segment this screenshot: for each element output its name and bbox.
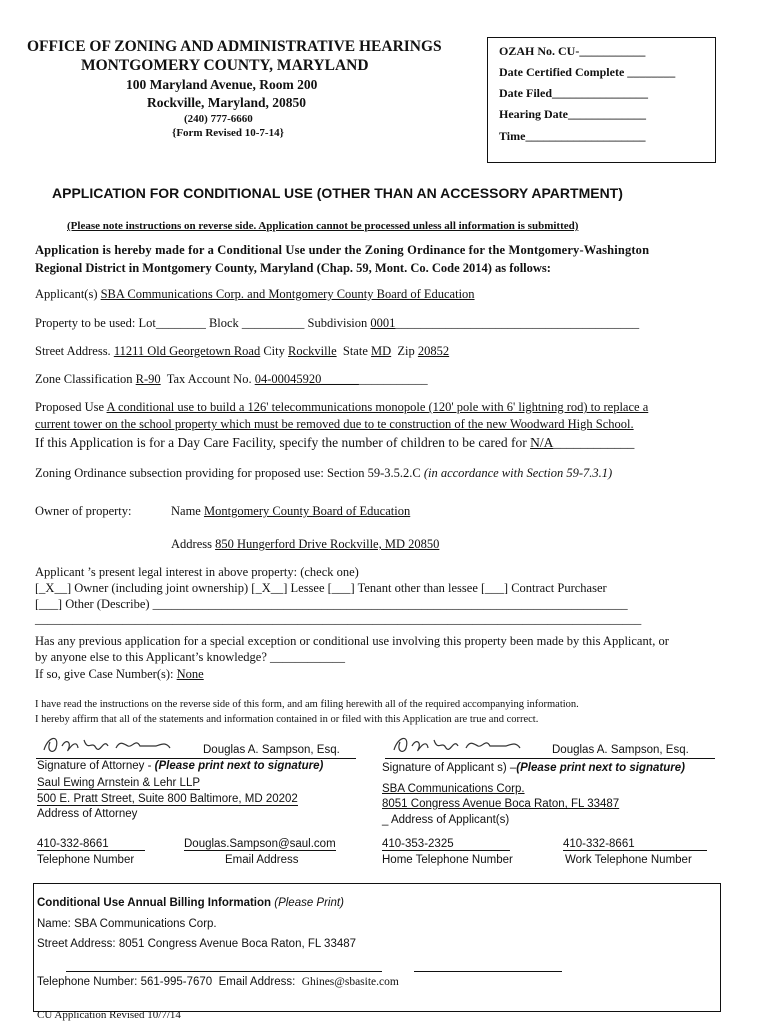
proposed-line-2[interactable]: current tower on the school property which must be removed due to te construction of the new Woodward High School.	[35, 417, 634, 431]
zone-row	[35, 372, 428, 387]
daycare-label: If this Application is for a Day Care Facility, specify the number of children to be cared for	[35, 435, 527, 450]
billing-title-note: (Please Print)	[274, 897, 344, 909]
attorney-signature-note: (Please print next to signature)	[154, 760, 324, 772]
applicant-home-phone-label: Home Telephone Number	[382, 854, 513, 866]
tax-label: Tax Account No.	[166, 372, 252, 386]
zone-value[interactable]: R-90	[135, 372, 161, 386]
billing-street-label: Street Address:	[37, 938, 116, 950]
daycare-trail: ____________	[553, 435, 635, 450]
applicants-row	[35, 287, 475, 302]
case-label: If so, give Case Number(s):	[35, 667, 174, 681]
affirm-line-1: I have read the instructions on the reverse side of this form, and am filing herewith all of the required accompanying information.	[35, 699, 579, 710]
applicant-work-phone-label: Work Telephone Number	[565, 854, 692, 866]
applicant-signature-note: (Please print next to signature)	[516, 762, 685, 774]
owner-name-value[interactable]: Montgomery County Board of Education	[203, 504, 411, 518]
applicant-name[interactable]: Douglas A. Sampson, Esq.	[552, 744, 689, 756]
billing-email-label: Email Address:	[218, 976, 296, 988]
zip-value[interactable]: 20852	[417, 344, 450, 358]
billing-title-row	[37, 897, 344, 909]
previous-application-line-2[interactable]: by anyone else to this Applicant’s knowledge? ____________	[35, 650, 346, 664]
attorney-name[interactable]: Douglas A. Sampson, Esq.	[203, 744, 340, 756]
attorney-phone[interactable]: 410-332-8661	[37, 838, 145, 851]
zoning-subsection-row	[35, 466, 612, 481]
billing-street-row	[37, 938, 356, 950]
billing-email-value[interactable]: Ghines@sbasite.com	[301, 976, 399, 988]
owner-label: Owner of property:	[35, 504, 132, 518]
interest-options-line-2[interactable]: [___] Other (Describe) ____________________________________________________________________________	[35, 597, 628, 611]
county-title: MONTGOMERY COUNTY, MARYLAND	[81, 57, 369, 74]
zoning-subsection-note: (in accordance with Section 59-7.3.1)	[423, 466, 613, 480]
billing-name-label: Name:	[37, 918, 71, 930]
owner-name-row	[171, 504, 410, 519]
office-phone: (240) 777-6660	[184, 113, 253, 125]
subdivision-value[interactable]: 0001	[370, 316, 396, 330]
subdivision-trail: _______________________________________	[395, 316, 640, 330]
footer-revised: CU Application Revised 10/7/14	[37, 1009, 181, 1021]
owner-address-row	[171, 537, 439, 552]
zoning-subsection[interactable]: Zoning Ordinance subsection providing for proposed use: Section 59-3.5.2.C	[35, 466, 421, 480]
applicant-signature-label-row	[382, 762, 685, 774]
affirm-line-2: I hereby affirm that all of the statements and information contained in or filed with this Application are true and correct.	[35, 714, 539, 725]
attorney-signature-label: Signature of Attorney -	[37, 760, 155, 772]
tax-value[interactable]: 04-00045920______	[254, 372, 359, 386]
owner-address-label: Address	[171, 537, 212, 551]
intro-line-1: Application is hereby made for a Conditional Use under the Zoning Ordinance for the Montgomery-Washington	[35, 243, 650, 257]
proposed-label: Proposed Use	[35, 400, 105, 414]
hearing-date-field[interactable]: Hearing Date_____________	[499, 107, 646, 121]
attorney-address[interactable]: 500 E. Pratt Street, Suite 800 Baltimore, MD 20202	[37, 793, 298, 805]
attorney-email-label: Email Address	[225, 854, 299, 866]
zone-label: Zone Classification	[35, 372, 133, 386]
city-value[interactable]: Rockville	[288, 344, 337, 358]
property-lot-block[interactable]: Property to be used: Lot________ Block __________ Subdivision	[35, 316, 371, 330]
interest-options-line-3[interactable]: _________________________________________________________________________________________________	[35, 612, 642, 626]
attorney-signature-label-row	[37, 760, 323, 772]
property-row	[35, 316, 639, 331]
city-label: City	[263, 344, 285, 358]
attorney-firm[interactable]: Saul Ewing Arnstein & Lehr LLP	[37, 777, 201, 789]
billing-name-row	[37, 918, 217, 930]
street-address-row	[35, 344, 449, 359]
applicant-signature-icon	[388, 728, 548, 760]
billing-phone-value[interactable]: 561-995-7670	[140, 976, 213, 988]
office-address-line1: 100 Maryland Avenue, Room 200	[126, 77, 318, 92]
billing-street-value[interactable]: 8051 Congress Avenue Boca Raton, FL 33487	[118, 938, 357, 950]
form-revised-date: {Form Revised 10-7-14}	[172, 127, 284, 139]
form-title: APPLICATION FOR CONDITIONAL USE (OTHER THAN AN ACCESSORY APARTMENT)	[52, 185, 623, 201]
billing-contact-row	[37, 976, 399, 988]
applicants-label: Applicant(s)	[35, 287, 98, 301]
attorney-signature-icon	[38, 728, 198, 760]
daycare-row	[35, 435, 634, 451]
office-address-line2: Rockville, Maryland, 20850	[147, 95, 306, 110]
applicant-address[interactable]: 8051 Congress Avenue Boca Raton, FL 33487	[382, 798, 620, 810]
billing-name-value[interactable]: SBA Communications Corp.	[74, 918, 217, 930]
tax-trail: ___________	[358, 372, 428, 386]
attorney-email[interactable]: Douglas.Sampson@saul.com	[184, 838, 336, 850]
office-title: OFFICE OF ZONING AND ADMINISTRATIVE HEARINGS	[27, 38, 442, 55]
date-filed-field[interactable]: Date Filed________________	[499, 86, 648, 100]
daycare-value[interactable]: N/A	[530, 435, 554, 450]
date-certified-field[interactable]: Date Certified Complete ________	[499, 65, 676, 79]
interest-label: Applicant ’s present legal interest in above property: (check one)	[35, 565, 359, 579]
case-value[interactable]: None	[176, 667, 204, 681]
zip-label: Zip	[397, 344, 415, 358]
attorney-phone-label: Telephone Number	[37, 854, 135, 866]
previous-application-line-1: Has any previous application for a special exception or conditional use involving this property been made by this Applicant, or	[35, 634, 669, 648]
proposed-line-1[interactable]: A conditional use to build a 126' telecommunications monopole (120' pole with 6' lightning rod) to replace a	[106, 400, 649, 414]
applicant-company[interactable]: SBA Communications Corp.	[382, 783, 525, 795]
attorney-address-label: Address of Attorney	[37, 808, 138, 820]
applicant-home-phone[interactable]: 410-353-2325	[382, 838, 510, 851]
time-field[interactable]: Time____________________	[499, 129, 646, 143]
street-value[interactable]: 11211 Old Georgetown Road	[113, 344, 261, 358]
instructions-note: (Please note instructions on reverse side. Application cannot be processed unless all information is submitted)	[67, 220, 579, 232]
applicant-signature-label: Signature of Applicant s) –	[382, 762, 517, 774]
owner-name-label: Name	[171, 504, 201, 518]
applicants-value[interactable]: SBA Communications Corp. and Montgomery County Board of Education	[100, 287, 475, 301]
proposed-use-row	[35, 400, 648, 415]
ozah-number-field[interactable]: OZAH No. CU-___________	[499, 44, 646, 58]
applicant-address-label: _ Address of Applicant(s)	[382, 814, 510, 826]
state-label: State	[342, 344, 368, 358]
state-value[interactable]: MD	[371, 344, 392, 358]
interest-options-line-1[interactable]: [_X__] Owner (including joint ownership) [_X__] Lessee [___] Tenant other than lessee [___] Contract Purchaser	[35, 581, 607, 595]
billing-title: Conditional Use Annual Billing Information	[37, 897, 272, 909]
owner-address-value[interactable]: 850 Hungerford Drive Rockville, MD 20850	[215, 537, 440, 551]
billing-phone-label: Telephone Number:	[37, 976, 138, 988]
applicant-work-phone[interactable]: 410-332-8661	[563, 838, 707, 851]
street-label: Street Address.	[35, 344, 111, 358]
intro-line-2: Regional District in Montgomery County, Maryland (Chap. 59, Mont. Co. Code 2014) as follows:	[35, 261, 551, 275]
case-number-row	[35, 667, 204, 682]
